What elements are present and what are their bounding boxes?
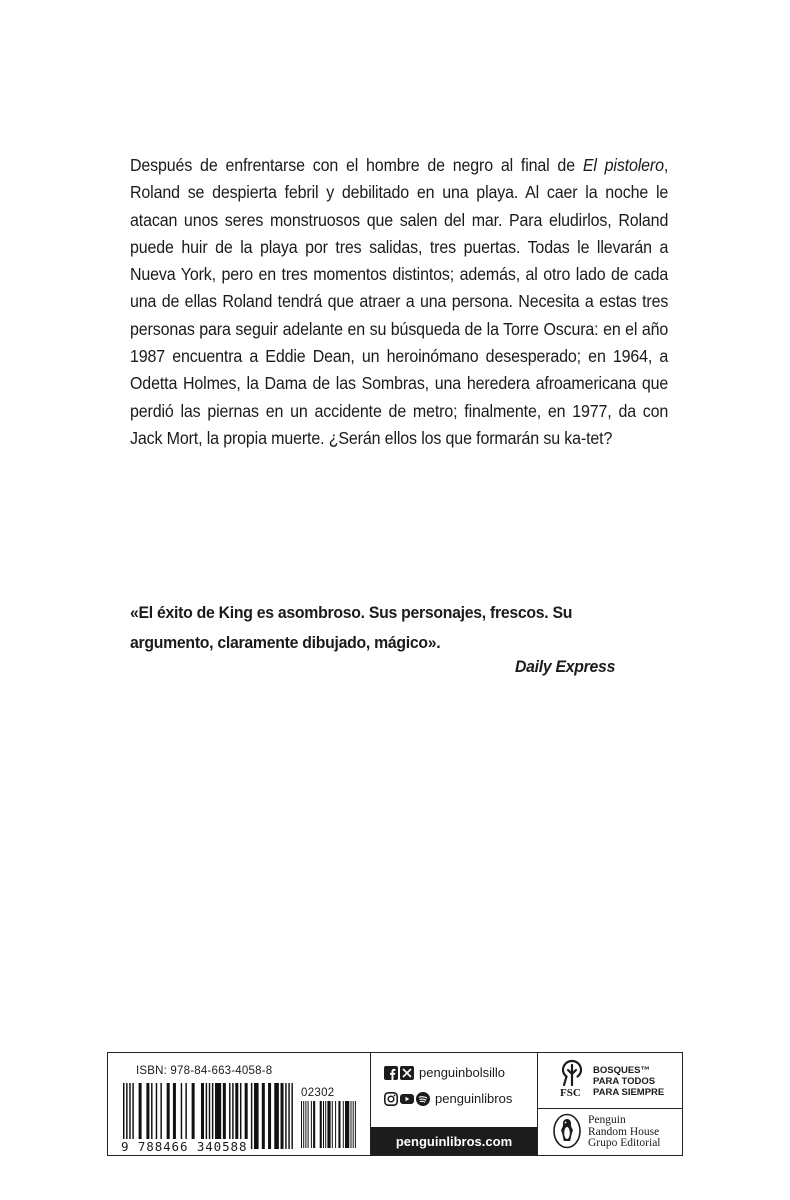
synopsis-intro: Después de enfrentarse con el hombre de negro al final de <box>130 155 583 175</box>
bosques-line-3: PARA SIEMPRE <box>593 1087 665 1098</box>
bosques-line-1: BOSQUES™ <box>593 1065 651 1076</box>
supplement-code: 02302 <box>301 1087 335 1099</box>
x-icon[interactable] <box>400 1066 414 1080</box>
publisher-line-2: Random House <box>588 1125 660 1138</box>
barcode-bar <box>343 1101 344 1148</box>
barcode-bar <box>311 1101 312 1148</box>
barcode-bar <box>338 1101 340 1148</box>
social-handle-2[interactable]: penguinlibros <box>435 1091 513 1106</box>
barcode-bar <box>320 1101 322 1148</box>
barcode-bar <box>281 1083 284 1149</box>
fsc-label: FSC <box>560 1087 581 1099</box>
barcode-bar <box>262 1083 265 1149</box>
barcode-bar <box>313 1101 315 1148</box>
synopsis-paragraph <box>130 152 668 452</box>
social-row-2 <box>384 1091 512 1106</box>
book-title: El pistolero <box>582 155 664 175</box>
barcode-bar <box>301 1101 302 1148</box>
barcode-bar <box>291 1083 292 1149</box>
social-handle-1[interactable]: penguinbolsillo <box>419 1065 506 1080</box>
barcode-bar <box>327 1101 330 1148</box>
facebook-icon[interactable] <box>384 1066 398 1080</box>
publisher-name <box>588 1115 661 1150</box>
isbn-label: ISBN: 978-84-663-4058-8 <box>136 1065 273 1077</box>
synopsis-body: , Roland se despierta febril y debilitado en una playa. Al caer la noche le atacan unos seres monstruosos que salen del mar. Para eludirlos, Roland puede huir de la playa por tres salidas, tres puertas. Todas le llevarán a Nueva York, pero en tres momentos distintos; además, al otro lado de cada una de ellas Roland tendrá que atraer a una persona. Necesita a estas tres personas para seguir adelante en su búsqueda de la Torre Oscura: en el año 1987 encuentra a Eddie Dean, un heroinómano desesperado; en 1964, a Odetta Holmes, la Dama de las Sombras, una heredera afroamericana que perdió las piernas en un accidente de metro; finalmente, en 1977, da con Jack Mort, la propia muerte. ¿Serán ellos los que formarán su ka-tet? <box>130 155 669 448</box>
back-cover-info-box <box>107 1052 683 1156</box>
youtube-icon[interactable] <box>400 1092 414 1106</box>
barcode-bar <box>332 1101 333 1148</box>
publisher-line-3: Grupo Editorial <box>588 1137 661 1149</box>
barcode-bar <box>274 1083 279 1149</box>
publisher-line-1: Penguin <box>588 1114 626 1126</box>
barcode-bar <box>323 1101 324 1148</box>
barcode-bar <box>305 1101 306 1148</box>
synopsis <box>130 152 668 452</box>
barcode-panel <box>108 1053 371 1155</box>
barcode-bar <box>335 1101 336 1148</box>
barcode-bar <box>345 1101 349 1148</box>
ean-digits: 9 788466 340588 <box>121 1139 248 1154</box>
barcode-bar <box>251 1083 252 1149</box>
barcode-bar <box>325 1101 326 1148</box>
fsc-block <box>538 1053 682 1109</box>
barcode-bar <box>288 1083 289 1149</box>
social-panel <box>371 1053 538 1155</box>
barcode-bar <box>355 1101 356 1148</box>
barcode-bar <box>303 1101 304 1148</box>
quote-text: «El éxito de King es asombroso. Sus personajes, frescos. Su argumento, claramente dibujado, mágico». <box>130 603 573 652</box>
barcode-bar <box>308 1101 309 1148</box>
spotify-icon[interactable] <box>416 1092 430 1106</box>
barcode-bar <box>254 1083 259 1149</box>
barcode-bar <box>285 1083 286 1149</box>
quote-attribution: Daily Express <box>515 657 616 676</box>
penguin-logo-icon <box>552 1113 582 1149</box>
instagram-icon[interactable] <box>384 1092 398 1106</box>
barcode-bar <box>268 1083 271 1149</box>
certification-panel <box>538 1053 682 1155</box>
barcode-bar <box>351 1101 352 1148</box>
website-link[interactable]: penguinlibros.com <box>371 1127 537 1155</box>
press-quote <box>130 598 651 657</box>
bosques-slogan <box>593 1065 664 1098</box>
fsc-tree-icon <box>557 1059 587 1087</box>
social-row-1 <box>384 1065 505 1080</box>
barcode-bar <box>353 1101 354 1148</box>
supplement-barcode <box>301 1101 356 1148</box>
bosques-line-2: PARA TODOS <box>593 1076 656 1087</box>
